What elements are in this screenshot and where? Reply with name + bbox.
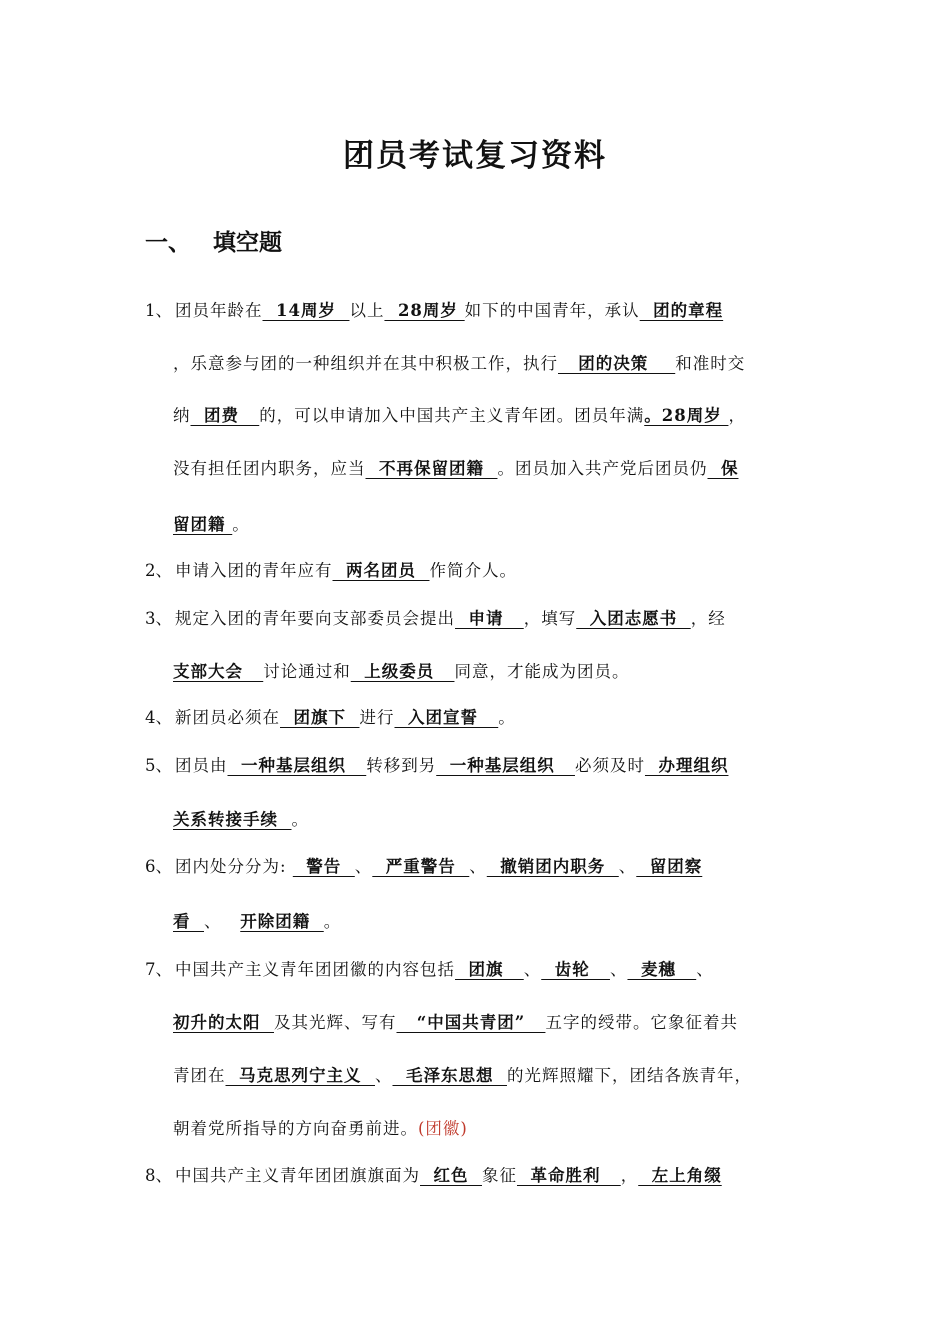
answer-blank: 团的决策 bbox=[558, 354, 676, 373]
text-line bbox=[173, 806, 309, 830]
text-line bbox=[173, 511, 250, 535]
question-number: 6、 bbox=[145, 857, 172, 876]
question-text: ， bbox=[728, 406, 746, 425]
question-text: 五字的绶带。它象征着共 bbox=[545, 1013, 738, 1032]
answer-blank: 14周岁 bbox=[262, 301, 350, 320]
question-text: 中国共产主义青年团团旗旗面为 bbox=[175, 1166, 420, 1185]
answer-blank: 。28周岁 bbox=[644, 406, 729, 425]
answer-blank: 两名团员 bbox=[332, 561, 430, 580]
section-number: 一、 bbox=[145, 229, 191, 256]
question-text: 以上 bbox=[349, 301, 385, 320]
text-line bbox=[173, 1115, 468, 1139]
answer-blank: 一种基层组织 bbox=[436, 756, 575, 775]
question-text: 没有担任团内职务，应当 bbox=[173, 459, 366, 478]
question-text: 新团员必须在 bbox=[175, 708, 280, 727]
text-line bbox=[145, 557, 517, 581]
question-number: 3、 bbox=[145, 609, 172, 628]
answer-blank: 左上角缀 bbox=[638, 1166, 722, 1185]
question-text: 规定入团的青年要向支部委员会提出 bbox=[175, 609, 455, 628]
answer-blank: 开除团籍 bbox=[240, 912, 324, 931]
answer-blank: 申请 bbox=[455, 609, 524, 628]
question-text: 转移到另 bbox=[366, 756, 437, 775]
answer-blank: 入团志愿书 bbox=[576, 609, 691, 628]
answer-blank: 警告 bbox=[292, 857, 355, 876]
answer-blank: 红色 bbox=[420, 1166, 482, 1185]
answer-blank: 初升的太阳 bbox=[173, 1013, 274, 1032]
text-line bbox=[173, 455, 738, 479]
question-text: 同意，才能成为团员。 bbox=[454, 662, 630, 681]
question-text: 。 bbox=[232, 515, 250, 534]
answer-blank: 撤销团内职务 bbox=[486, 857, 619, 876]
text-line bbox=[173, 1009, 738, 1033]
answer-blank: 团旗下 bbox=[280, 708, 360, 727]
text-line bbox=[145, 1162, 722, 1186]
answer-blank: 麦穗 bbox=[627, 960, 697, 979]
question-number: 4、 bbox=[145, 708, 172, 727]
question-text: 。 bbox=[291, 810, 309, 829]
question-text: 。 bbox=[498, 708, 516, 727]
text-line bbox=[145, 605, 726, 629]
question-text: 团员年龄在 bbox=[175, 301, 263, 320]
question-text: 青团在 bbox=[173, 1066, 226, 1085]
question-number: 7、 bbox=[145, 960, 172, 979]
answer-blank: 保 bbox=[707, 459, 739, 478]
answer-blank: 办理组织 bbox=[644, 756, 729, 775]
question-number: 1、 bbox=[145, 301, 172, 320]
question-text: ，经 bbox=[690, 609, 726, 628]
section-title: 填空题 bbox=[213, 229, 282, 256]
answer-blank: 上级委员 bbox=[350, 662, 455, 681]
question-text: 及其光辉、写有 bbox=[274, 1013, 397, 1032]
question-text: 。团员加入共产党后团员仍 bbox=[497, 459, 708, 478]
text-line bbox=[145, 704, 516, 728]
answer-blank: 入团宣誓 bbox=[394, 708, 499, 727]
answer-blank: 28周岁 bbox=[384, 301, 465, 320]
answer-blank: 严重警告 bbox=[372, 857, 470, 876]
answer-blank: 团的章程 bbox=[639, 301, 724, 320]
text-line bbox=[145, 853, 702, 877]
question-text: 、 bbox=[469, 857, 487, 876]
text-line bbox=[173, 350, 745, 374]
question-text: 的光辉照耀下，团结各族青年， bbox=[506, 1066, 752, 1085]
question-text: 团内处分分为: bbox=[175, 857, 293, 876]
answer-blank: 不再保留团籍 bbox=[365, 459, 498, 478]
question-text: 必须及时 bbox=[574, 756, 645, 775]
question-text: ，乐意参与团的一种组织并在其中积极工作，执行 bbox=[173, 354, 558, 373]
question-text: ，填写 bbox=[523, 609, 577, 628]
question-number: 8、 bbox=[145, 1166, 172, 1185]
question-text: 进行 bbox=[359, 708, 395, 727]
question-text: 作简介人。 bbox=[429, 561, 517, 580]
question-text: 申请入团的青年应有 bbox=[175, 561, 333, 580]
note-text: (团徽) bbox=[418, 1119, 468, 1138]
section-heading bbox=[145, 224, 282, 257]
question-text: 、 bbox=[374, 1066, 393, 1085]
text-line bbox=[145, 752, 728, 776]
answer-blank: “中国共青团” bbox=[396, 1013, 546, 1032]
question-text: 纳 bbox=[173, 406, 191, 425]
question-text: 和准时交 bbox=[675, 354, 746, 373]
question-text: 、 bbox=[204, 912, 241, 931]
question-text: 讨论通过和 bbox=[263, 662, 351, 681]
answer-blank: 团旗 bbox=[455, 960, 524, 979]
question-text: 、 bbox=[523, 960, 542, 979]
answer-blank: 革命胜利 bbox=[516, 1166, 621, 1185]
text-line bbox=[173, 658, 629, 682]
answer-blank: 关系转接手续 bbox=[173, 810, 292, 829]
question-text: 、 bbox=[696, 960, 714, 979]
answer-blank: 看 bbox=[173, 912, 204, 931]
question-text: 如下的中国青年，承认 bbox=[464, 301, 640, 320]
answer-blank: 留团籍 bbox=[173, 515, 233, 534]
question-text: 、 bbox=[618, 857, 637, 876]
text-line bbox=[173, 908, 341, 932]
answer-blank: 留团察 bbox=[636, 857, 703, 876]
question-text: 朝着党所指导的方向奋勇前进。 bbox=[173, 1119, 418, 1138]
text-line bbox=[173, 1062, 752, 1086]
question-number: 5、 bbox=[145, 756, 172, 775]
text-line bbox=[145, 956, 714, 980]
question-text: 象征 bbox=[481, 1166, 517, 1185]
answer-blank: 毛泽东思想 bbox=[392, 1066, 507, 1085]
question-text: 、 bbox=[354, 857, 373, 876]
question-text: ， bbox=[620, 1166, 639, 1185]
text-line bbox=[145, 297, 723, 321]
answer-blank: 马克思列宁主义 bbox=[225, 1066, 375, 1085]
question-text: 的，可以申请加入中国共产主义青年团。团员年满 bbox=[259, 406, 645, 425]
document-title: 团员考试复习资料 bbox=[343, 138, 607, 174]
text-line bbox=[173, 402, 746, 426]
question-text: 。 bbox=[323, 912, 342, 931]
question-text: 中国共产主义青年团团徽的内容包括 bbox=[175, 960, 455, 979]
answer-blank: 齿轮 bbox=[541, 960, 610, 979]
answer-blank: 一种基层组织 bbox=[227, 756, 367, 775]
question-text: 团员由 bbox=[175, 756, 228, 775]
question-number: 2、 bbox=[145, 561, 172, 580]
answer-blank: 支部大会 bbox=[173, 662, 264, 681]
question-text: 、 bbox=[609, 960, 628, 979]
answer-blank: 团费 bbox=[190, 406, 260, 425]
